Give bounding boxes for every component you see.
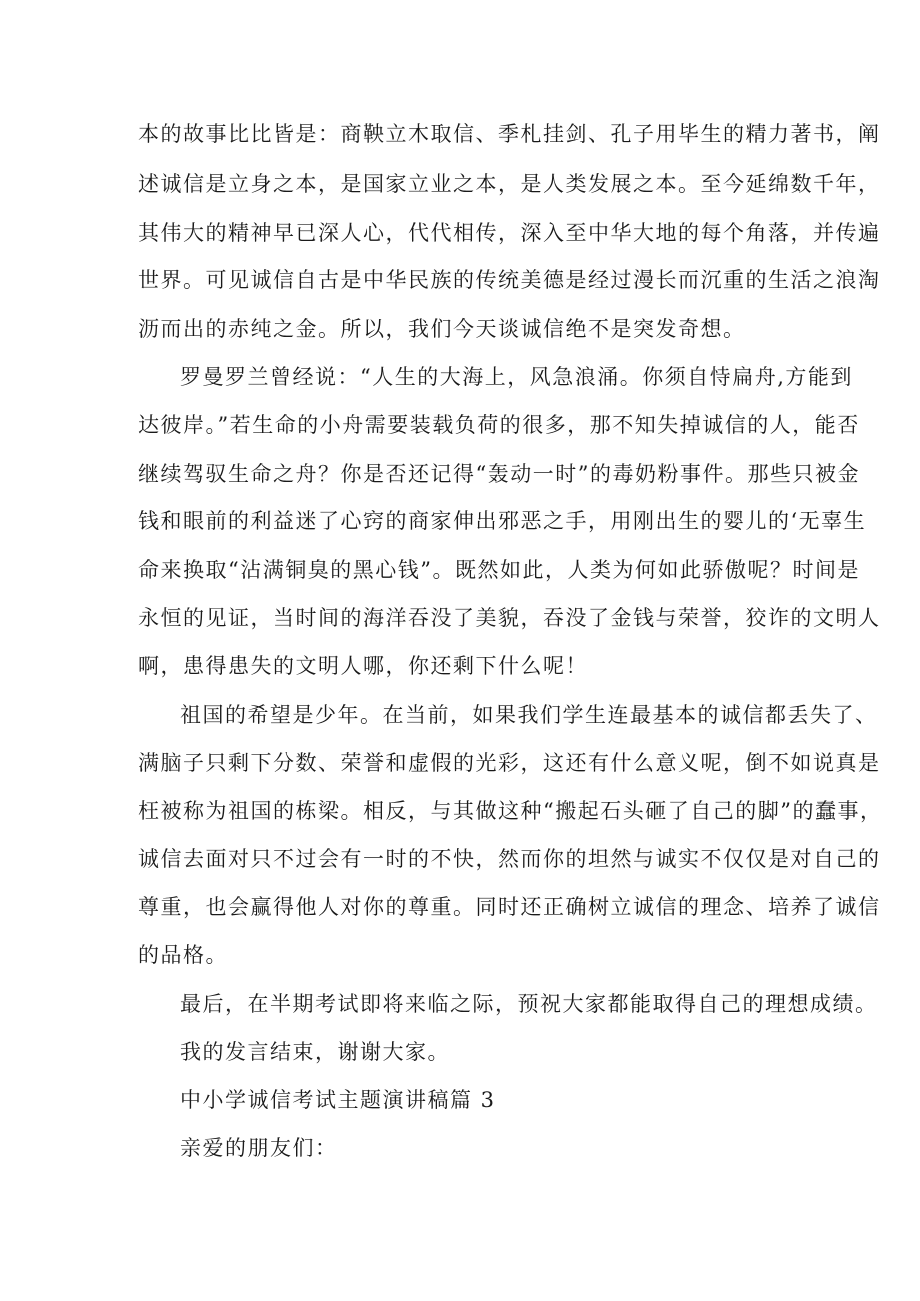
body-line: 祖国的希望是少年。在当前，如果我们学生连最基本的诚信都丢失了、 xyxy=(180,703,878,727)
body-line: 枉被称为祖国的栋梁。相反，与其做这种“搬起石头砸了自己的脚”的蠢事， xyxy=(138,799,883,823)
body-line: 本的故事比比皆是：商鞅立木取信、季札挂剑、孔子用毕生的精力著书，阐 xyxy=(138,122,881,146)
body-line: 达彼岸。”若生命的小舟需要装载负荷的很多，那不知失掉诚信的人，能否 xyxy=(138,413,860,437)
section-heading: 中小学诚信考试主题演讲稿篇 3 xyxy=(180,1088,496,1112)
body-line: 继续驾驭生命之舟？你是否还记得“轰动一时”的毒奶粉事件。那些只被金 xyxy=(138,462,860,486)
body-line: 尊重，也会赢得他人对你的尊重。同时还正确树立诚信的理念、培养了诚信 xyxy=(138,895,881,919)
body-line: 其伟大的精神早已深人心，代代相传，深入至中华大地的每个角落，并传遍 xyxy=(138,221,881,245)
body-line: 钱和眼前的利益迷了心窍的商家伸出邪恶之手，用刚出生的婴儿的‘无辜生 xyxy=(138,509,867,533)
body-line: 我的发言结束，谢谢大家。 xyxy=(180,1040,450,1064)
body-line: 的品格。 xyxy=(138,943,228,967)
body-line: 最后，在半期考试即将来临之际，预祝大家都能取得自己的理想成绩。 xyxy=(180,992,878,1016)
body-line: 啊，患得患失的文明人哪，你还剩下什么呢！ xyxy=(138,654,588,678)
body-line: 命来换取“沾满铜臭的黑心钱”。既然如此，人类为何如此骄傲呢？时间是 xyxy=(138,558,860,582)
body-line: 沥而出的赤纯之金。所以，我们今天谈诚信绝不是突发奇想。 xyxy=(138,317,746,341)
body-line: 世界。可见诚信自古是中华民族的传统美德是经过漫长而沉重的生活之浪淘 xyxy=(138,268,881,292)
salutation: 亲爱的朋友们： xyxy=(180,1136,338,1160)
body-line: 诚信去面对只不过会有一时的不快，然而你的坦然与诚实不仅仅是对自己的 xyxy=(138,847,881,871)
body-line: 罗曼罗兰曾经说：“人生的大海上，风急浪涌。你须自恃扁舟,方能到 xyxy=(180,365,853,389)
body-line: 述诚信是立身之本，是国家立业之本，是人类发展之本。至今延绵数千年， xyxy=(138,172,881,196)
body-line: 满脑子只剩下分数、荣誉和虚假的光彩，这还有什么意义呢，倒不如说真是 xyxy=(138,751,881,775)
body-line: 永恒的见证，当时间的海洋吞没了美貌，吞没了金钱与荣誉，狡诈的文明人 xyxy=(138,606,881,630)
